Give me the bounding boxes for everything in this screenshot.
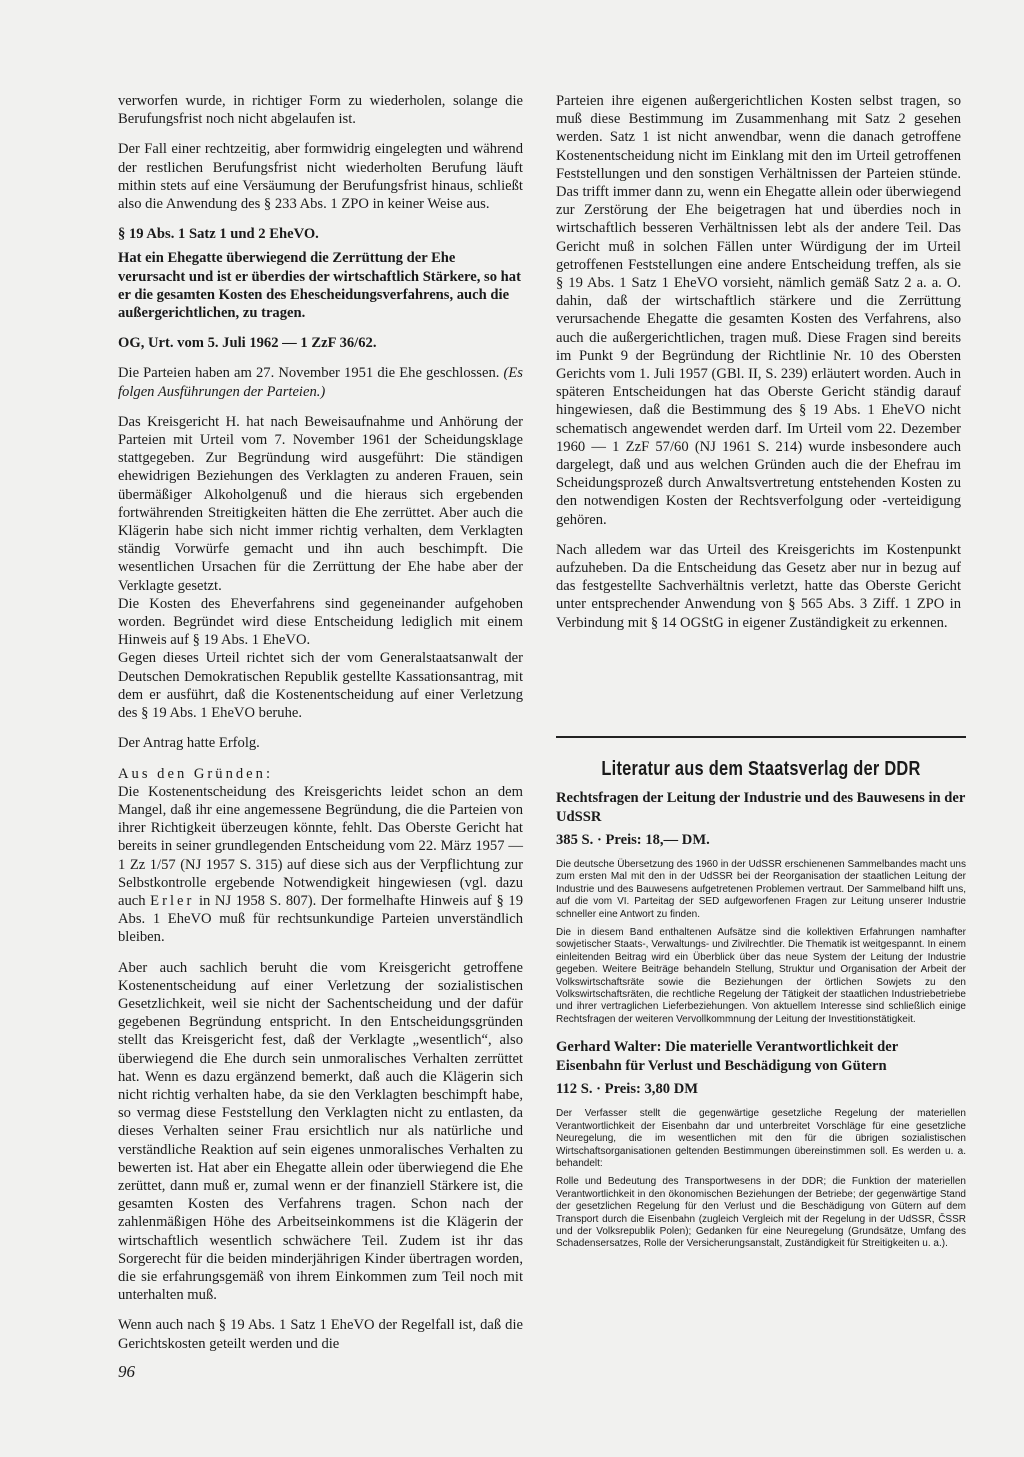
author-name: Erler xyxy=(150,892,195,909)
reasons-heading: Aus den Gründen: xyxy=(118,765,274,782)
leitsatz: Hat ein Ehegatte überwiegend die Zerrüttung der Ehe verursacht und ist er überdies der wirtschaftlich Stärkere, so hat er die gesamten Kosten des Ehescheidungsverfahrens, auch die außergerichtlichen, zu tragen. xyxy=(118,250,521,322)
left-column xyxy=(118,92,523,1365)
omission-note: (Es folgen Ausführungen der Parteien.) xyxy=(118,365,523,400)
paragraph xyxy=(118,783,523,947)
book-title: Gerhard Walter: Die materielle Verantwortlichkeit der Eisenbahn für Verlust und Beschädigung von Gütern xyxy=(556,1039,898,1074)
paragraph: Wenn auch nach § 19 Abs. 1 Satz 1 EheVO der Regelfall ist, daß die Gerichtskosten geteilt werden und die xyxy=(118,1317,523,1352)
book-blurb: Die deutsche Übersetzung des 1960 in der UdSSR erschienenen Sammelbandes macht uns zum ersten Mal mit den in der UdSSR bei der Reorganisation der staatlichen Leitung der Industrie und des Bauwesens aufgetretenen Problemen vertraut. Der Sammelband hilft uns, auf die vom VI. Parteitag der SED aufgeworfenen Fragen zur Leitung unserer Industrie schneller eine Antwort zu finden. xyxy=(556,859,966,920)
paragraph: Das Kreisgericht H. hat nach Beweisaufnahme und Anhörung der Parteien mit Urteil vom 7. November 1961 der Scheidungsklage stattgegeben. Zur Begründung wird ausgeführt: Die ständigen ehewidrigen Beziehungen des Verklagten zu anderen Frauen, sein übermäßiger Alkoholgenuß und die hieraus sich ergebenden fortwährenden Streitigkeiten hätten die Ehe zerrüttet. Aber auch die Klägerin habe sich nicht immer richtig verhalten, dem Verklagten ständig Vorwürfe gemacht und ihn auch beschimpft. Die wesentlichen Ursachen für die Zerrüttung der Ehe habe aber der Verklagte gesetzt. xyxy=(118,413,523,594)
page-number: 96 xyxy=(118,1362,135,1381)
book-title: Rechtsfragen der Leitung der Industrie und des Bauwesens in der UdSSR xyxy=(556,790,966,825)
book-price: 385 S. · Preis: 18,— DM. xyxy=(556,832,710,848)
paragraph-text: Die Kostenentscheidung des Kreisgerichts leidet schon an dem Mangel, daß ihr eine angemessene Begründung, die die Parteien von ihrer Richtigkeit überzeugen könnte, fehlt. Das Oberste Gericht hat bereits in seiner grundlegenden Entscheidung vom 22. März 1957 — 1 Zz 1/57 (NJ 1957 S. 315) auf diese sich aus der Verpflichtung zur Selbstkontrolle ergebende Notwendigkeit hingewiesen (vgl. dazu auch xyxy=(118,783,523,909)
book-blurb: Der Verfasser stellt die gegenwärtige gesetzliche Regelung der materiellen Verantwortlichkeit der Eisenbahn dar und unterbreitet Vorschläge für eine gesetzliche Neuregelung, die im wesentlichen mit den für die übrigen sozialistischen Wirtschaftsorganisationen geltenden Bestimmungen übereinstimmen soll. Es werden u. a. behandelt: xyxy=(556,1108,966,1169)
paragraph: Gegen dieses Urteil richtet sich der vom Generalstaatsanwalt der Deutschen Demokratischen Republik gestellte Kassationsantrag, mit dem er ausführt, daß die Kostenentscheidung auf einer Verletzung des § 19 Abs. 1 EheVO beruhe. xyxy=(118,650,523,722)
book-blurb: Die in diesem Band enthaltenen Aufsätze sind die kollektiven Erfahrungen namhafter sowjetischer Staats-, Verwaltungs- und Zivilrechtler. Die Thematik ist weitgespannt. In einem einleitenden Beitrag wird ein Überblick über das neue System der Leitung der Industrie gegeben. Weitere Beiträge behandeln Stellung, Struktur und Organisation der Arbeit der Volkswirtschaftsräte sowie die Beziehungen der örtlichen Sowjets zu den Volkswirtschaftsräten, die rechtliche Regelung der Tätigkeit der staatlichen Industriebetriebe und ihrer vertraglichen Lieferbeziehungen. Von aktuellem Interesse sind schließlich einige Rechtsfragen der weiteren Vervollkommnung der Leitung der Investitionstätigkeit. xyxy=(556,927,966,1025)
paragraph: Nach alledem war das Urteil des Kreisgerichts im Kostenpunkt aufzuheben. Da die Entscheidung das Gesetz aber nur in bezug auf das festgestellte Sachverhältnis verletzt, hatte das Oberste Gericht unter entsprechender Anwendung von § 565 Abs. 3 Ziff. 1 ZPO in Verbindung mit § 14 OGStG in eigener Zuständigkeit zu erkennen. xyxy=(556,541,961,631)
literature-section xyxy=(556,758,966,1263)
paragraph: Die Kosten des Eheverfahrens sind gegeneinander aufgehoben worden. Begründet wird diese Entscheidung lediglich mit einem Hinweis auf § 19 Abs. 1 EheVO. xyxy=(118,595,523,649)
section-divider xyxy=(556,736,966,738)
book-entry xyxy=(556,1038,966,1250)
book-price: 112 S. · Preis: 3,80 DM xyxy=(556,1081,699,1098)
paragraph-text: in NJ 1958 S. 807). Der formelhafte Hinweis auf § 19 Abs. 1 EheVO muß für rechtsunkundige Parteien unverständlich bleiben. xyxy=(118,892,523,946)
paragraph: Der Antrag hatte Erfolg. xyxy=(118,735,260,752)
book-entry xyxy=(556,789,966,1026)
rule-heading: § 19 Abs. 1 Satz 1 und 2 EheVO. xyxy=(118,226,319,243)
book-blurb: Rolle und Bedeutung des Transportwesens in der DDR; die Funktion der materiellen Verantwortlichkeit in den ökonomischen Beziehungen der Betriebe; der gegenwärtige Stand der gesetzlichen Regelung für den Verlust und die Beschädigung von Gütern auf dem Transport durch die Eisenbahn (zugleich Vergleich mit der Regelung in der UdSSR, ČSSR und der Volksrepublik Polen); Gedanken für eine Neuregelung (Grundsätze, Umfang des Schadensersatzes, Rolle der Versicherungsanstalt, Zuständigkeit für Streitigkeiten u. a.). xyxy=(556,1176,966,1250)
right-column xyxy=(556,92,961,644)
paragraph xyxy=(118,364,523,400)
paragraph-text: Die Parteien haben am 27. November 1951 die Ehe geschlossen. xyxy=(118,365,500,382)
paragraph: Der Fall einer rechtzeitig, aber formwidrig eingelegten und während der restlichen Berufungsfrist nicht wiederholten Berufung läuft mithin stets auf eine Versäumung der Berufungsfrist hinaus, schließt also die Anwendung des § 233 Abs. 1 ZPO in keiner Weise aus. xyxy=(118,141,523,213)
case-citation: OG, Urt. vom 5. Juli 1962 — 1 ZzF 36/62. xyxy=(118,335,377,352)
paragraph: Parteien ihre eigenen außergerichtlichen Kosten selbst tragen, so muß diese Bestimmung im Zusammenhang mit Satz 2 gesehen werden. Satz 1 ist nicht anwendbar, wenn die danach getroffene Kostenentscheidung nicht im Einklang mit den im Urteil getroffenen Feststellungen und den sonstigen Verhältnissen der Parteien stünde. Das trifft immer dann zu, wenn ein Ehegatte allein oder überwiegend zur Zerstörung der Ehe beigetragen hat und überdies noch in wirtschaftlich besseren Verhältnissen lebt als der andere Teil. Das Gericht muß in solchen Fällen unter Würdigung der im Urteil getroffenen Feststellungen eine andere Entscheidung treffen, als sie § 19 Abs. 1 Satz 1 EheVO vorsieht, nämlich gemäß Satz 2 a. a. O. dahin, daß der wirtschaftlich stärkere und die Zerrüttung verursachende Ehegatte die gesamten Kosten des Verfahrens, also auch die außergerichtlichen, tragen muß. Diese Fragen sind bereits im Punkt 9 der Begründung der Richtlinie Nr. 10 des Obersten Gerichts vom 1. Juli 1957 (GBl. II, S. 239) erläutert worden. Auch in späteren Entscheidungen hat das Oberste Gericht ständig darauf hingewiesen, daß die Bestimmung des § 19 Abs. 1 EheVO nicht schematisch angewendet werden darf. Im Urteil vom 22. Dezember 1960 — 1 ZzF 57/60 (NJ 1961 S. 214) wurde insbesondere auch dargelegt, daß und aus welchen Gründen auch die der Ehefrau im Scheidungsprozeß durch Anwaltsvertretung entstehenden Kosten zu den notwendigen Kosten der Rechtsverfolgung oder -verteidigung gehören. xyxy=(556,93,961,528)
paragraph: Aber auch sachlich beruht die vom Kreisgericht getroffene Kostenentscheidung auf einer Verletzung der sozialistischen Gesetzlichkeit, weil sie nicht der Sachentscheidung und der dafür gegebenen Begründung entspricht. In den Entscheidungsgründen stellt das Kreisgericht fest, daß der Verklagte „wesentlich“, also überwiegend die Ehe durch sein unmoralisches Verhalten zerrüttet hat. Wenn es dazu ergänzend bemerkt, daß auch die Klägerin sich nicht richtig verhalten habe, da sie den Verklagten beschimpft habe, so vermag diese Feststellung den Verklagten nicht zu entlasten, da dieses Verhalten seiner Frau ersichtlich nur als natürliche und verständliche Reaktion auf sein eigenes unmoralisches Verhalten zu bewerten ist. Hat aber ein Ehegatte allein oder überwiegend die Ehe zerüttet, dann muß er, zumal wenn er der finanziell Stärkere ist, die gesamten Kosten des Verfahrens tragen. Schon nach der zahlenmäßigen Höhe des Arbeitseinkommens ist die Klägerin der wirtschaftlich wesentlich schwächere Teil. Zudem ist ihr das Sorgerecht für die beiden minderjährigen Kinder übertragen worden, die sie erfahrungsgemäß von ihrem Einkommen zum Teil noch mit unterhalten muß. xyxy=(118,959,523,1304)
literature-heading: Literatur aus dem Staatsverlag der DDR xyxy=(601,758,921,780)
paragraph: verworfen wurde, in richtiger Form zu wiederholen, solange die Berufungsfrist noch nicht abgelaufen ist. xyxy=(118,93,523,128)
